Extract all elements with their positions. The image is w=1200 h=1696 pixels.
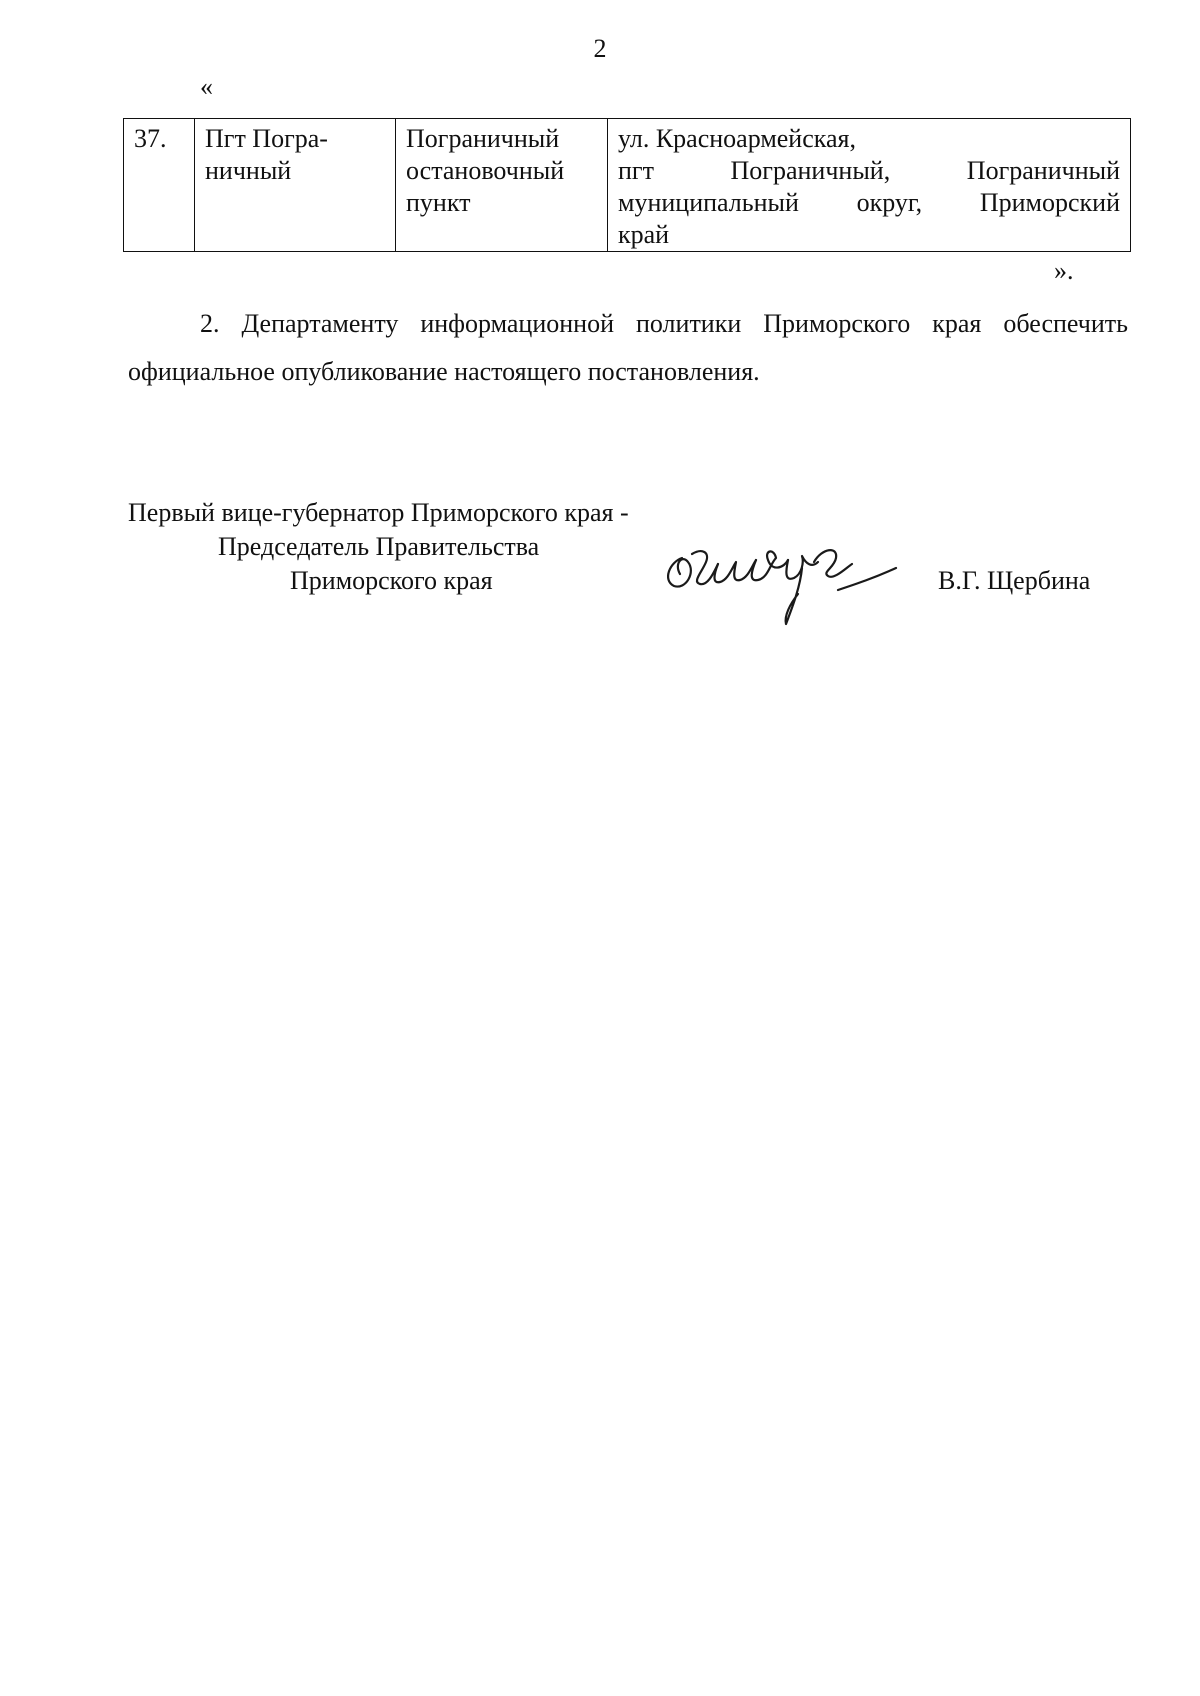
closing-quote-mark: ». bbox=[1054, 256, 1074, 285]
address-line: муниципальный округ, Приморский bbox=[618, 188, 1120, 217]
signer-title-line-3: Приморского края bbox=[290, 566, 493, 595]
handwritten-signature-icon bbox=[652, 528, 912, 638]
point-type-line: остановочный bbox=[406, 156, 565, 185]
amendment-table bbox=[123, 118, 1131, 252]
point-type-line: пункт bbox=[406, 188, 471, 217]
table-row bbox=[124, 119, 1131, 252]
signer-title-line-1: Первый вице-губернатор Приморского края - bbox=[128, 498, 629, 527]
settlement-name-line: Пгт Погра- bbox=[205, 124, 328, 153]
opening-quote-mark: « bbox=[200, 72, 213, 101]
address-line: пгт Пограничный, Пограничный bbox=[618, 156, 1120, 185]
settlement-name-line: ничный bbox=[205, 156, 292, 185]
signer-name: В.Г. Щербина bbox=[938, 566, 1091, 595]
address-cell bbox=[608, 119, 1131, 252]
signer-title-line-2: Председатель Правительства bbox=[218, 532, 540, 561]
row-number: 37. bbox=[134, 124, 167, 153]
point-type-cell bbox=[396, 119, 608, 252]
address-line: край bbox=[618, 220, 670, 249]
row-number-cell bbox=[124, 119, 195, 252]
address-line: ул. Красноармейская, bbox=[618, 124, 856, 153]
settlement-name-cell bbox=[195, 119, 396, 252]
page-number: 2 bbox=[593, 34, 607, 63]
point-type-line: Пограничный bbox=[406, 124, 560, 153]
paragraph-2: 2. Департаменту информационной политики Приморского края обеспечить официальное опубликование настоящего постановления. bbox=[128, 309, 1128, 386]
